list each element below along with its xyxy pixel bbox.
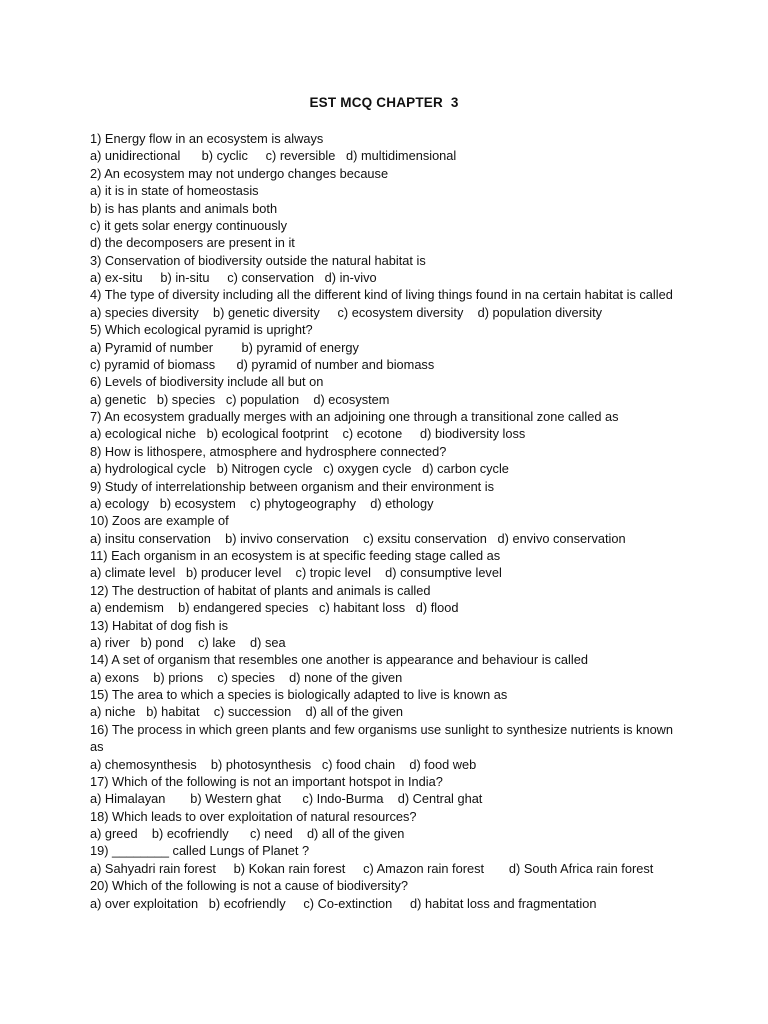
text-line: a) ecological niche b) ecological footprint c) ecotone d) biodiversity loss	[90, 426, 526, 442]
text-line: 16) The process in which green plants and few organisms use sunlight to synthesize nutrients is known	[90, 721, 674, 737]
text-line: 5) Which ecological pyramid is upright?	[90, 322, 313, 338]
text-line: a) hydrological cycle b) Nitrogen cycle c) oxygen cycle d) carbon cycle	[90, 461, 509, 477]
text-line: c) pyramid of biomass d) pyramid of number and biomass	[90, 356, 435, 372]
text-line: 13) Habitat of dog fish is	[90, 617, 228, 633]
text-line: 12) The destruction of habitat of plants and animals is called	[90, 582, 431, 598]
text-line: b) is has plants and animals both	[90, 200, 278, 216]
text-line: a) over exploitation b) ecofriendly c) Co-extinction d) habitat loss and fragmentation	[90, 895, 597, 911]
text-line: 19) ________ called Lungs of Planet ?	[90, 843, 310, 859]
text-line: 2) An ecosystem may not undergo changes because	[90, 165, 389, 181]
text-line: d) the decomposers are present in it	[90, 235, 295, 251]
text-line: 1) Energy flow in an ecosystem is always	[90, 131, 324, 146]
text-line: as	[90, 739, 104, 755]
text-line: a) species diversity b) genetic diversity c) ecosystem diversity d) population diversity	[90, 304, 603, 320]
text-line: 8) How is lithospere, atmosphere and hydrosphere connected?	[90, 443, 447, 459]
text-line: a) endemism b) endangered species c) habitant loss d) flood	[90, 600, 459, 616]
text-line: a) climate level b) producer level c) tropic level d) consumptive level	[90, 565, 502, 581]
text-line: 7) An ecosystem gradually merges with an adjoining one through a transitional zone called as	[90, 409, 619, 424]
text-line: 18) Which leads to over exploitation of natural resources?	[90, 808, 417, 824]
text-line: 4) The type of diversity including all the different kind of living things found in na certain habitat is called	[90, 287, 673, 303]
text-line: a) chemosynthesis b) photosynthesis c) food chain d) food web	[90, 756, 477, 772]
text-line: c) it gets solar energy continuously	[90, 217, 288, 233]
text-line: 9) Study of interrelationship between organism and their environment is	[90, 478, 495, 494]
text-line: 15) The area to which a species is biologically adapted to live is known as	[90, 687, 508, 702]
text-line: a) Himalayan b) Western ghat c) Indo-Burma d) Central ghat	[90, 791, 483, 807]
text-line: a) ecology b) ecosystem c) phytogeography d) ethology	[90, 495, 434, 511]
text-line: 20) Which of the following is not a cause of biodiversity?	[90, 878, 408, 894]
text-line: 6) Levels of biodiversity include all but on	[90, 374, 324, 390]
text-line: a) Sahyadri rain forest b) Kokan rain forest c) Amazon rain forest d) South Africa rain forest	[90, 860, 654, 876]
text-line: a) niche b) habitat c) succession d) all of the given	[90, 704, 403, 720]
text-line: a) river b) pond c) lake d) sea	[90, 634, 286, 650]
text-line: 11) Each organism in an ecosystem is at specific feeding stage called as	[90, 548, 501, 563]
text-line: 14) A set of organism that resembles one another is appearance and behaviour is called	[90, 652, 588, 668]
text-line: a) insitu conservation b) invivo conservation c) exsitu conservation d) envivo conservation	[90, 530, 626, 546]
document-title: EST MCQ CHAPTER 3	[309, 95, 459, 110]
text-line: a) it is in state of homeostasis	[90, 183, 259, 199]
text-line: a) unidirectional b) cyclic c) reversible d) multidimensional	[90, 148, 457, 164]
text-line: 3) Conservation of biodiversity outside the natural habitat is	[90, 252, 426, 268]
text-line: a) greed b) ecofriendly c) need d) all of the given	[90, 826, 405, 841]
text-line: 10) Zoos are example of	[90, 513, 229, 529]
text-line: a) exons b) prions c) species d) none of the given	[90, 669, 403, 685]
text-line: 17) Which of the following is not an important hotspot in India?	[90, 773, 443, 789]
text-line: a) genetic b) species c) population d) ecosystem	[90, 391, 390, 407]
question-list	[90, 130, 690, 912]
text-line: a) Pyramid of number b) pyramid of energy	[90, 339, 359, 355]
text-line: a) ex-situ b) in-situ c) conservation d) in-vivo	[90, 270, 377, 285]
